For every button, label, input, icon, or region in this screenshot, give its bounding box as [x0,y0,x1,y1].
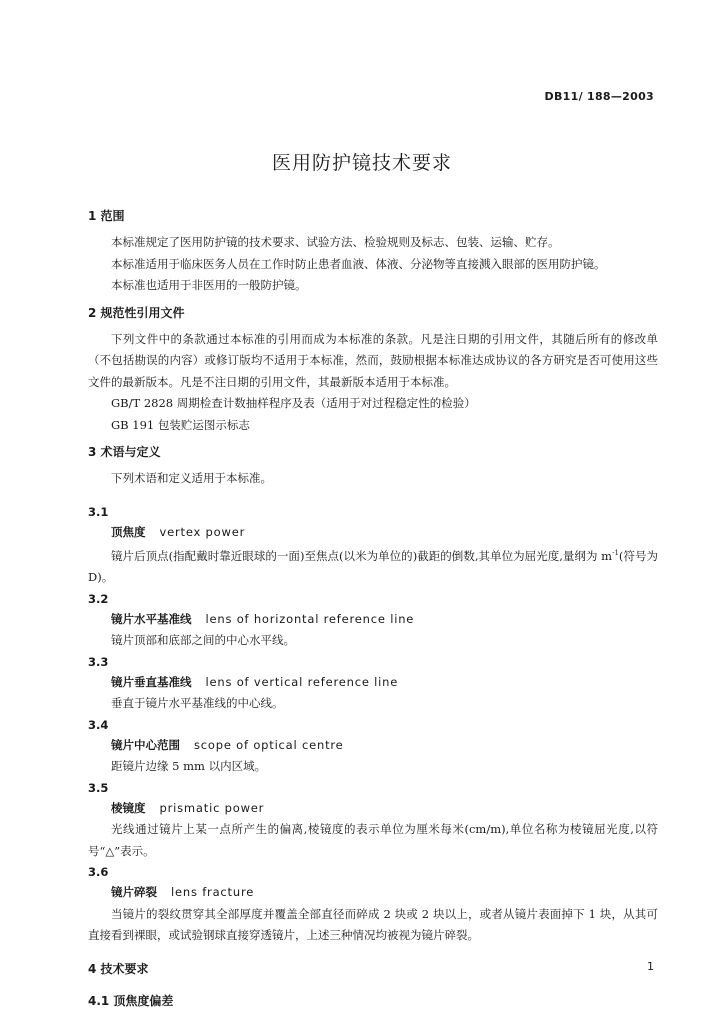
term-3-4-title [88,735,658,757]
section-1-para-3: 本标准也适用于非医用的一般防护镜。 [111,278,307,292]
section-2-heading: 2 规范性引用文件 [88,305,185,320]
section-3-heading: 3 术语与定义 [88,445,161,459]
term-cn: 镜片碎裂 [111,885,157,900]
section-4-1-heading: 4.1 顶焦度偏差 [88,993,174,1008]
term-3-2-definition: 镜片顶部和底部之间的中心水平线。 [111,633,295,648]
term-3-1-title [88,522,658,544]
term-en: scope of optical centre [194,737,344,752]
term-en: vertex power [159,524,246,539]
term-en: lens of horizontal reference line [205,611,415,626]
term-3-4-number: 3.4 [88,717,109,732]
section-1-para-1: 本标准规定了医用防护镜的技术要求、试验方法、检验规则及标志、包装、运输、贮存。 [111,235,560,249]
term-3-4-definition: 距镜片边缘 5 mm 以内区域。 [111,759,267,774]
def-sup: -1 [612,549,619,557]
term-cn: 镜片垂直基准线 [111,674,192,689]
document-title: 医用防护镜技术要求 [271,152,452,174]
term-3-1-definition [88,543,658,589]
term-3-5-title [88,798,658,820]
term-en: prismatic power [159,800,265,815]
section-1-para-2: 本标准适用于临床医务人员在工作时防止患者血液、体液、分泌物等直接溅入眼部的医用防护镜。 [111,256,606,271]
term-3-5-definition: 光线通过镜片上某一点所产生的偏离,棱镜度的表示单位为厘米每米(cm/m),单位名称为棱镜屈光度,以符号“△”表示。 [88,822,658,858]
term-en: lens of vertical reference line [205,674,399,689]
term-3-1-number: 3.1 [88,504,109,519]
reference-2: GB 191 包装贮运图示标志 [111,417,250,432]
term-3-6-title [88,882,658,904]
page-number: 1 [647,960,654,973]
term-cn: 棱镜度 [111,800,146,815]
term-3-5-number: 3.5 [88,780,109,795]
section-2-para-1: 下列文件中的条款通过本标准的引用而成为本标准的条款。凡是注日期的引用文件，其随后所有的修改单（不包括勘误的内容）或修订版均不适用于本标准，然而，鼓励根据本标准达成协议的各方研究是否可使用这些文件的最新版本。凡是不注日期的引用文件，其最新版本适用于本标准。 [88,331,658,389]
term-3-3-number: 3.3 [88,654,109,669]
term-en: lens fracture [171,885,255,900]
term-cn: 顶焦度 [111,524,146,539]
term-3-2-title [88,609,658,631]
section-3-intro: 下列术语和定义适用于本标准。 [111,471,272,485]
section-4-heading: 4 技术要求 [88,961,149,976]
standard-number: DB11/ 188—2003 [544,90,654,103]
term-cn: 镜片水平基准线 [111,611,192,626]
term-3-6-number: 3.6 [88,865,109,880]
term-cn: 镜片中心范围 [111,737,180,752]
def-part-a: 镜片后顶点(指配戴时靠近眼球的一面)至焦点(以米为单位的)截距的倒数,其单位为屈光度,量纲为 m [111,548,613,563]
term-3-2-number: 3.2 [88,591,109,606]
term-3-3-definition: 垂直于镜片水平基准线的中心线。 [111,696,284,711]
section-1-heading: 1 范围 [88,209,125,223]
def-part-b: (符号为 D)。 [88,548,658,585]
reference-1: GB/T 2828 周期检查计数抽样程序及表（适用于对过程稳定性的检验） [111,396,476,410]
document-body [88,206,658,1011]
term-3-6-definition: 当镜片的裂纹贯穿其全部厚度并覆盖全部直径而碎成 2 块或 2 块以上，或者从镜片表面掉下 1 块，从其可直接看到裸眼，或试验钢球直接穿透镜片，上述三种情况均被视为镜片碎裂。 [88,906,658,943]
term-3-3-title [88,672,658,694]
